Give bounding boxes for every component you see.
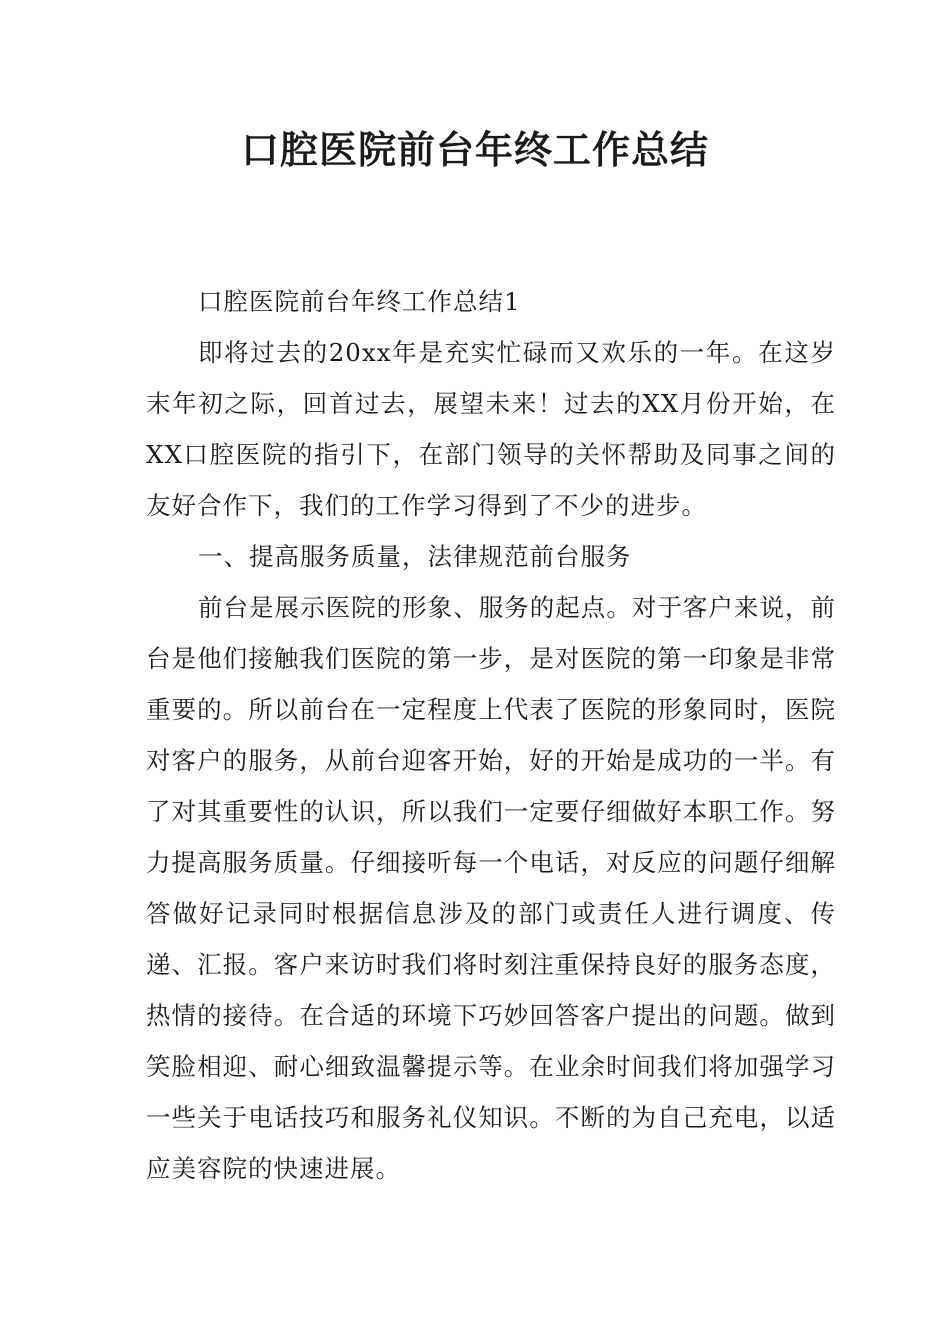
section-heading: 口腔医院前台年终工作总结1 [198,287,521,316]
subsection-heading: 一、提高服务质量，法律规范前台服务 [198,542,632,571]
document-title: 口腔医院前台年终工作总结 [240,128,709,172]
body-paragraph: 前台是展示医院的形象、服务的起点。对于客户来说，前台是他们接触我们医院的第一步，是对医院的第一印象是非常重要的。所以前台在一定程度上代表了医院的形象同时，医院对客户的服务，从前台迎客开始，好的开始是成功的一半。有了对其重要性的认识，所以我们一定要仔细做好本职工作。努力提高服务质量。仔细接听每一个电话，对反应的问题仔细解答做好记录同时根据信息涉及的部门或责任人进行调度、传递、汇报。客户来访时我们将时刻注重保持良好的服务态度，热情的接待。在合适的环境下巧妙回答客户提出的问题。做到笑脸相迎、耐心细致温馨提示等。在业余时间我们将加强学习一些关于电话技巧和服务礼仪知识。不断的为自己充电，以适应美容院的快速进展。 [146,593,836,1183]
intro-paragraph: 即将过去的20xx年是充实忙碌而又欢乐的一年。在这岁末年初之际，回首过去，展望未来！过去的XX月份开始，在XX口腔医院的指引下，在部门领导的关怀帮助及同事之间的友好合作下，我们的工作学习得到了不少的进步。 [146,338,836,520]
document-body [146,276,836,1194]
